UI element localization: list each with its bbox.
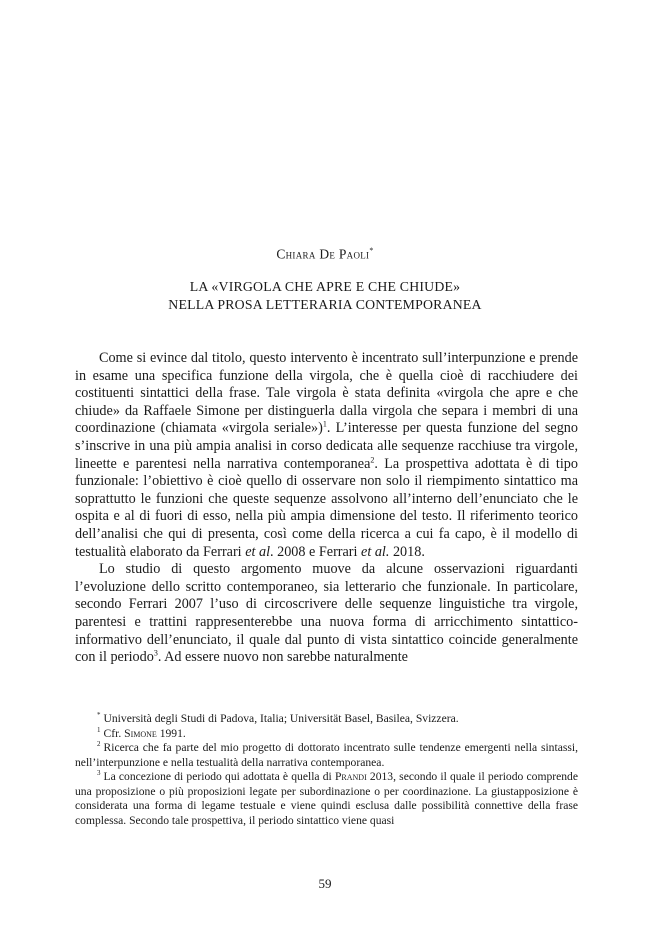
footnote-ref-2: 2 [370,454,375,464]
footnote-ref-3: 3 [153,648,158,658]
footnote-mark: 3 [97,769,101,778]
footnote-text: Ricerca che fa parte del mio progetto di dottorato incentrato sulle tendenze emergenti nella sintassi, nell’interpunzione e nella testualità della narrativa contemporanea. [75,741,578,769]
footnote-3 [75,770,578,828]
p1-etal-1: et al [245,543,271,560]
footnote-mark: * [97,711,101,720]
footnote-text: La concezione di periodo qui adottata è quella di [103,770,335,783]
title-line-2: NELLA PROSA LETTERARIA CONTEMPORANEA [168,297,482,312]
footnote-mark: 1 [97,725,101,734]
p1-text-d: . 2008 e Ferrari [270,543,362,560]
p2-text-a: Lo studio di questo argomento muove da alcune osservazioni riguardanti l’evoluzione dello scritto contemporaneo, sia letterario che funzionale. In particolare, secondo Ferrari 2007 l’uso di circoscrivere delle sequenze linguistiche tra virgole, parentesi e trattini rappresenterebbe una nuova forma di arricchimento sintattico-informativo dell’enunciato, il quale dal punto di vista sintattico coincide generalmente con il periodo [75,561,578,666]
footnote-mark: 2 [97,740,101,749]
author-first-name: Chiara [276,246,316,262]
page-number: 59 [318,876,332,891]
author-footnote-mark: * [369,246,374,255]
footnote-author: Prandi [334,770,367,783]
p1-text-c: . La prospettiva adottata è di tipo funzionale: l’obiettivo è cioè quello di osservare non solo il riempimento sintattico ma soprattutto le funzioni che queste sequenze assolvono all’interno dell’enunciato che le ospita e al di fuori di esso, nella più ampia dimensione del testo. Il riferimento teorico dell’analisi che qui di presenta, così come della ricerca a cui fa capo, è il modello di testualità elaborato da Ferrari [75,455,578,560]
footnote-text: Cfr. [103,726,125,740]
author-last-name: De Paoli [319,246,370,262]
paragraph-1 [75,350,578,561]
footnote-ref-1: 1 [322,419,327,429]
footnote-text: 1991. [156,726,186,740]
p1-text-a: Come si evince dal titolo, questo intervento è incentrato sull’interpunzione e prende in esame una specifica funzione della virgola, che è quella cioè di racchiudere dei costituenti sintattici della frase. Tale virgola è stata definita «virgola che apre e che chiude» da Raffaele Simone per distinguerla dalla virgola che separa i membri di una coordinazione (chiamata «virgola seriale») [75,350,578,437]
footnote-text: 2013, secondo il quale il periodo comprende una proposizione o più proposizioni legate per subordinazione o per coordinazione. La giustapposizione è considerata una forma di legame testuale e viene quindi esclusa dalle possibilità connettive della frase complessa. Secondo tale prospettiva, il periodo sintattico viene quasi [75,770,578,827]
p1-text-b: . L’interesse per questa funzione del segno s’inscrive in una più ampia analisi in corso dedicata alle sequenze racchiuse tra virgole, lineette e parentesi nella narrativa contemporanea [75,420,578,472]
footnote-text: Università degli Studi di Padova, Italia; Universität Basel, Basilea, Svizzera. [103,712,459,725]
footnote-author: Simone [124,726,157,740]
footnote-2 [75,741,578,770]
p1-etal-2: et al. [361,543,390,560]
p1-text-e: 2018. [389,543,425,560]
footnotes [75,712,578,828]
body-text [75,350,578,667]
p2-text-b: . Ad essere nuovo non sarebbe naturalmente [157,649,408,666]
footnote-1 [75,727,578,742]
author-line [0,246,650,263]
footnote-affiliation [75,712,578,727]
article-title [0,278,650,314]
paragraph-2 [75,561,578,667]
title-line-1: LA «VIRGOLA CHE APRE E CHE CHIUDE» [189,279,461,294]
